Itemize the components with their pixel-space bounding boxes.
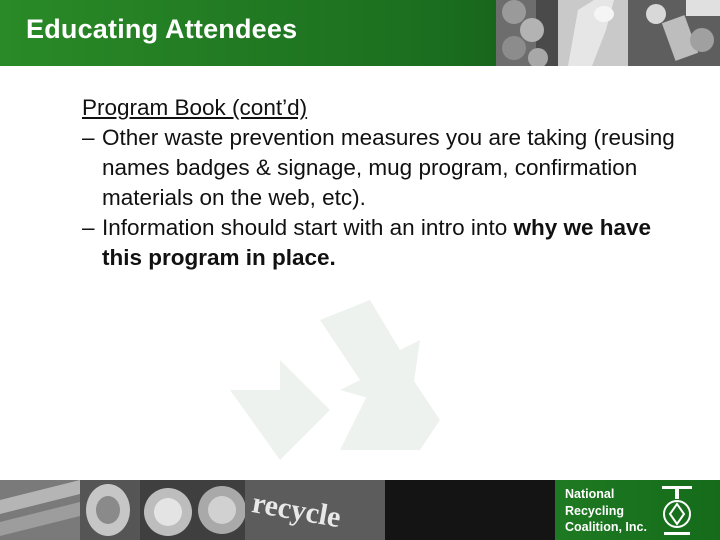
slide-body — [82, 93, 682, 273]
brand-line: Recycling — [565, 503, 625, 518]
recycle-word: recycle — [249, 486, 344, 535]
brand-name — [565, 486, 647, 536]
bullet-text: Other waste prevention measures you are taking (reusing names badges & signage, mug program, confirmation materials on the web, etc). — [102, 125, 675, 210]
footer-photo-collage — [0, 480, 555, 540]
bullet-item — [82, 213, 682, 273]
brand-line: National — [565, 487, 615, 501]
recyclables-photo — [496, 0, 720, 66]
bullet-item — [82, 123, 682, 213]
slide-title: Educating Attendees — [26, 14, 298, 44]
bullet-text — [102, 213, 682, 273]
section-heading: Program Book (cont’d) — [82, 95, 308, 120]
footer-recyclables-photo — [0, 480, 555, 540]
bullet-dash: – — [82, 125, 95, 150]
brand-line: Coalition, Inc. — [565, 520, 647, 534]
header-photo-collage — [496, 0, 720, 66]
bullet-text-emphasis: why we have this program in place. — [102, 215, 652, 270]
ncr-logo-icon — [658, 484, 696, 538]
bullet-dash: – — [82, 215, 95, 240]
recycle-watermark-icon — [200, 300, 450, 480]
brand-block — [555, 480, 720, 540]
title-bar — [0, 0, 720, 66]
bullet-text-prefix: Information should start with an intro into — [102, 215, 514, 240]
